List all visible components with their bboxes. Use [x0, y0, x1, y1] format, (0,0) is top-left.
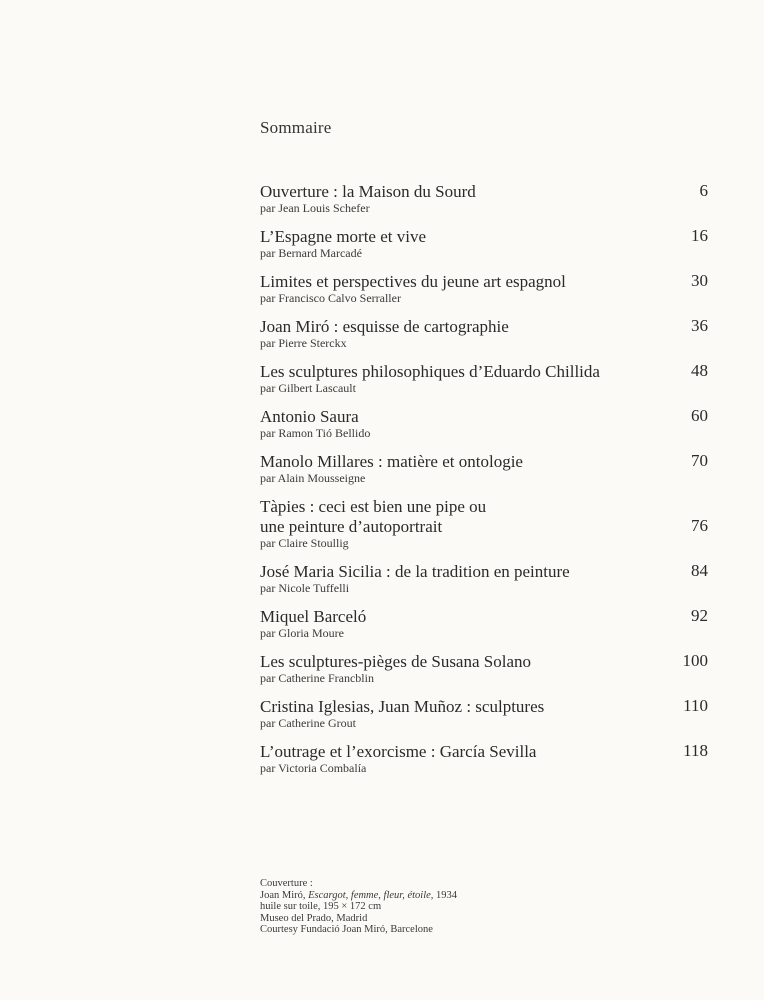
entry-page-number: 16 — [691, 226, 708, 245]
entry-author: par Bernard Marcadé — [260, 246, 362, 260]
entry-author: par Claire Stoullig — [260, 536, 349, 550]
entry-title: Limites et perspectives du jeune art espagnol — [260, 272, 566, 291]
toc-entry — [260, 272, 708, 305]
entry-page-number: 110 — [683, 696, 708, 715]
cover-medium: huile sur toile, 195 × 172 cm — [260, 901, 382, 913]
entry-page-number: 118 — [683, 741, 708, 760]
cover-caption-heading: Couverture : — [260, 878, 313, 889]
entry-title: José Maria Sicilia : de la tradition en peinture — [260, 562, 570, 581]
toc-entry — [260, 362, 708, 395]
entry-page-number: 92 — [691, 606, 708, 625]
entry-author: par Nicole Tuffelli — [260, 581, 350, 595]
entry-page-number: 36 — [691, 316, 708, 335]
toc-entry — [260, 407, 708, 440]
cover-year: 1934 — [436, 889, 458, 901]
entry-page-number: 100 — [682, 651, 708, 670]
cover-artist: Joan Miró, — [260, 889, 306, 901]
entry-author: par Alain Mousseigne — [260, 471, 366, 485]
toc-entry — [260, 182, 708, 215]
entry-author: par Pierre Sterckx — [260, 336, 347, 350]
entry-title: L’outrage et l’exorcisme : García Sevilla — [260, 742, 537, 761]
cover-work-title: Escargot, femme, fleur, étoile, — [308, 889, 434, 901]
toc-entry — [260, 652, 708, 685]
entry-page-number: 76 — [691, 516, 708, 535]
cover-caption-work — [260, 890, 457, 902]
toc-entry — [260, 607, 708, 640]
toc-entry — [260, 452, 708, 485]
entry-title: Joan Miró : esquisse de cartographie — [260, 317, 509, 336]
entry-title: L’Espagne morte et vive — [260, 227, 427, 246]
entry-author: par Catherine Francblin — [260, 671, 374, 685]
entry-author: par Gilbert Lascault — [260, 381, 356, 395]
cover-credit: Courtesy Fundació Joan Miró, Barcelone — [260, 924, 433, 936]
entry-title: Les sculptures-pièges de Susana Solano — [260, 652, 531, 671]
entry-title: Antonio Saura — [260, 407, 359, 426]
entry-title: Tàpies : ceci est bien une pipe ou une peinture d’autoportrait — [260, 497, 487, 536]
toc-entry — [260, 317, 708, 350]
entry-author: par Ramon Tió Bellido — [260, 426, 371, 440]
entry-title: Ouverture : la Maison du Sourd — [260, 182, 476, 201]
entry-author: par Catherine Grout — [260, 716, 356, 730]
entry-page-number: 70 — [691, 451, 708, 470]
entry-author: par Jean Louis Schefer — [260, 201, 370, 215]
toc-entry — [260, 227, 708, 260]
entry-page-number: 60 — [691, 406, 708, 425]
entry-page-number: 6 — [699, 181, 708, 200]
entry-title: Les sculptures philosophiques d’Eduardo Chillida — [260, 362, 600, 381]
entry-author: par Francisco Calvo Serraller — [260, 291, 401, 305]
cover-collection: Museo del Prado, Madrid — [260, 912, 368, 924]
entry-title: Miquel Barceló — [260, 607, 367, 626]
entry-page-number: 30 — [691, 271, 708, 290]
page-title: Sommaire — [260, 118, 332, 137]
cover-caption — [260, 878, 457, 936]
entry-page-number: 84 — [691, 561, 708, 580]
toc-entry — [260, 497, 708, 550]
toc-entry — [260, 697, 708, 730]
table-of-contents — [260, 182, 708, 787]
entry-author: par Victoria Combalía — [260, 761, 367, 775]
entry-page-number: 48 — [691, 361, 708, 380]
entry-title: Cristina Iglesias, Juan Muñoz : sculptures — [260, 697, 545, 716]
toc-entry — [260, 562, 708, 595]
entry-title: Manolo Millares : matière et ontologie — [260, 452, 523, 471]
entry-author: par Gloria Moure — [260, 626, 344, 640]
toc-entry — [260, 742, 708, 775]
